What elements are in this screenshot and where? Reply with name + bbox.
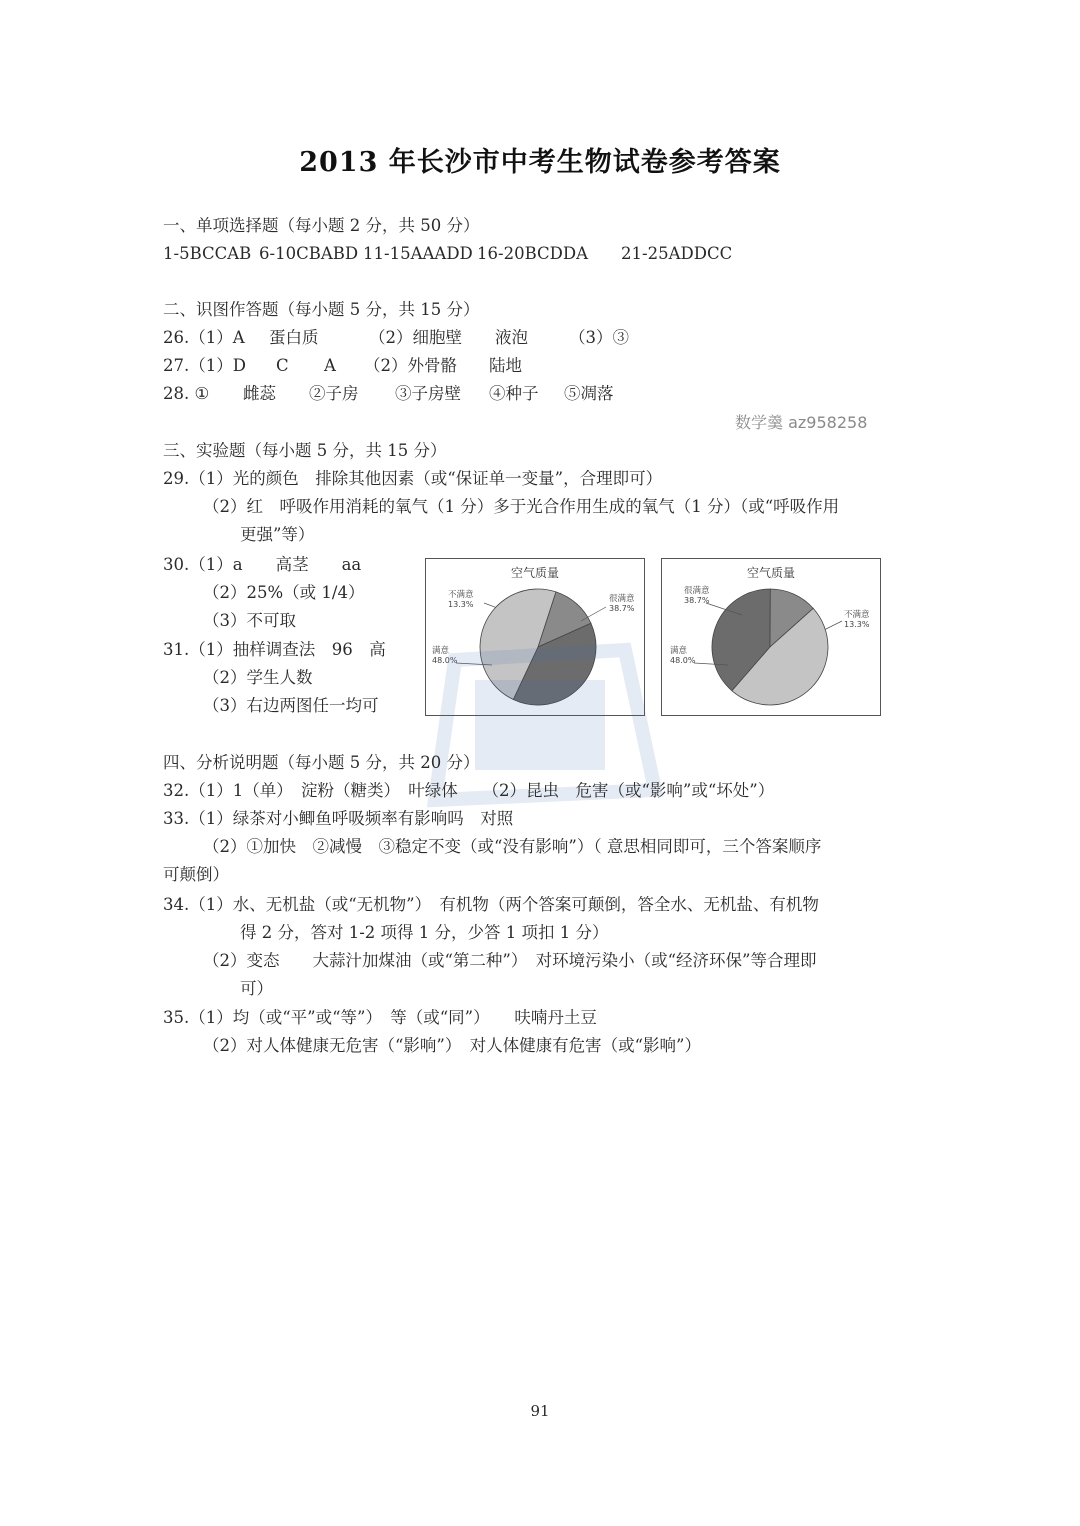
q27-part: A [324, 356, 336, 375]
q35-1: 35.（1）均（或“平”或“等”） 等（或“同”） 呋喃丹土豆 [163, 1008, 597, 1027]
slice-label: 不满意 [448, 590, 474, 600]
section4-heading: 四、分析说明题（每小题 5 分，共 20 分） [163, 753, 480, 772]
pie-chart-2-svg [662, 559, 880, 715]
answer-16-20: 16-20BCDDA [477, 244, 588, 263]
q28-part: 雌蕊 [243, 384, 276, 403]
q28-part: ②子房 [309, 384, 359, 403]
slice-percent-label: 48.0% [432, 656, 458, 665]
slice-label: 很满意 [684, 586, 710, 596]
q29-1: 29.（1）光的颜色 排除其他因素（或“保证单一变量”，合理即可） [163, 469, 663, 488]
answer-11-15: 11-15AAADD [363, 244, 473, 263]
section1-heading: 一、单项选择题（每小题 2 分，共 50 分） [163, 216, 480, 235]
q28 [163, 383, 614, 405]
q27-part: （2）外骨骼 [364, 356, 457, 375]
q31-3: （3）右边两图任一均可 [203, 696, 379, 715]
q34-1: 34.（1）水、无机盐（或“无机物”） 有机物（两个答案可颠倒，答全水、无机盐、有机物 [163, 895, 819, 914]
q29-2a: （2）红 呼吸作用消耗的氧气（1 分）多于光合作用生成的氧气（1 分）（或“呼吸作用 [203, 497, 840, 516]
q26-part: （3）③ [569, 328, 629, 347]
q30-2: （2）25%（或 1/4） [203, 583, 365, 602]
q34-4: 可） [240, 979, 273, 998]
slice-percent-label: 13.3% [844, 620, 870, 629]
q31-1: 31.（1）抽样调查法 96 高 [163, 640, 386, 659]
q26-part: 蛋白质 [269, 328, 319, 347]
q28-part: ⑤凋落 [564, 384, 614, 403]
answer-1-5: 1-5BCCAB [163, 244, 252, 263]
q31-2: （2）学生人数 [203, 668, 313, 687]
q34-3: （2）变态 大蒜汁加煤油（或“第二种”） 对环境污染小（或“经济环保”等合理即 [203, 951, 817, 970]
q32: 32.（1）1（单） 淀粉（糖类） 叶绿体 （2）昆虫 危害（或“影响”或“坏处”） [163, 781, 775, 800]
q27-part: 27.（1）D [163, 356, 246, 375]
page-title: 2013 年长沙市中考生物试卷参考答案 [299, 147, 781, 178]
q30-1: 30.（1）a 高茎 aa [163, 555, 362, 574]
section1-answers [163, 243, 732, 265]
answer-21-25: 21-25ADDCC [621, 244, 733, 263]
q35-2: （2）对人体健康无危害（“影响”） 对人体健康有危害（或“影响”） [203, 1036, 701, 1055]
answer-6-10: 6-10CBABD [259, 244, 359, 263]
q27 [163, 355, 522, 377]
q29-2b: 更强”等） [240, 525, 315, 544]
q33-3: 可颠倒） [163, 865, 229, 884]
slice-label: 满意 [432, 646, 450, 656]
q33-2: （2）①加快 ②减慢 ③稳定不变（或“没有影响”）（ 意思相同即可，三个答案顺序 [203, 837, 822, 856]
section2-heading: 二、识图作答题（每小题 5 分，共 15 分） [163, 300, 480, 319]
slice-label: 不满意 [844, 610, 870, 620]
q26 [163, 327, 629, 349]
slice-percent-label: 48.0% [670, 656, 696, 665]
q28-part: 28. ① [163, 384, 210, 403]
q27-part: C [276, 356, 289, 375]
pie-chart-2 [661, 558, 881, 716]
slice-percent-label: 13.3% [448, 600, 474, 609]
q34-2: 得 2 分，答对 1-2 项得 1 分，少答 1 项扣 1 分） [240, 923, 609, 942]
q28-part: ④种子 [489, 384, 539, 403]
chart-title: 空气质量 [746, 566, 796, 580]
q27-part: 陆地 [489, 356, 522, 375]
slice-percent-label: 38.7% [609, 604, 635, 613]
slice-label: 满意 [670, 646, 688, 656]
slice-percent-label: 38.7% [684, 596, 710, 605]
slice-label: 很满意 [609, 594, 635, 604]
q28-part: ③子房壁 [395, 384, 461, 403]
q26-part: （2）细胞壁 [369, 328, 462, 347]
section3-heading: 三、实验题（每小题 5 分，共 15 分） [163, 441, 447, 460]
watermark-text: 数学羹 az958258 [735, 413, 868, 432]
page-number: 91 [530, 1402, 550, 1420]
q30-3: （3）不可取 [203, 611, 296, 630]
q33-1: 33.（1）绿茶对小鲫鱼呼吸频率有影响吗 对照 [163, 809, 514, 828]
chart-title: 空气质量 [510, 566, 560, 580]
q26-part: 26.（1）A [163, 328, 245, 347]
q26-part: 液泡 [495, 328, 528, 347]
